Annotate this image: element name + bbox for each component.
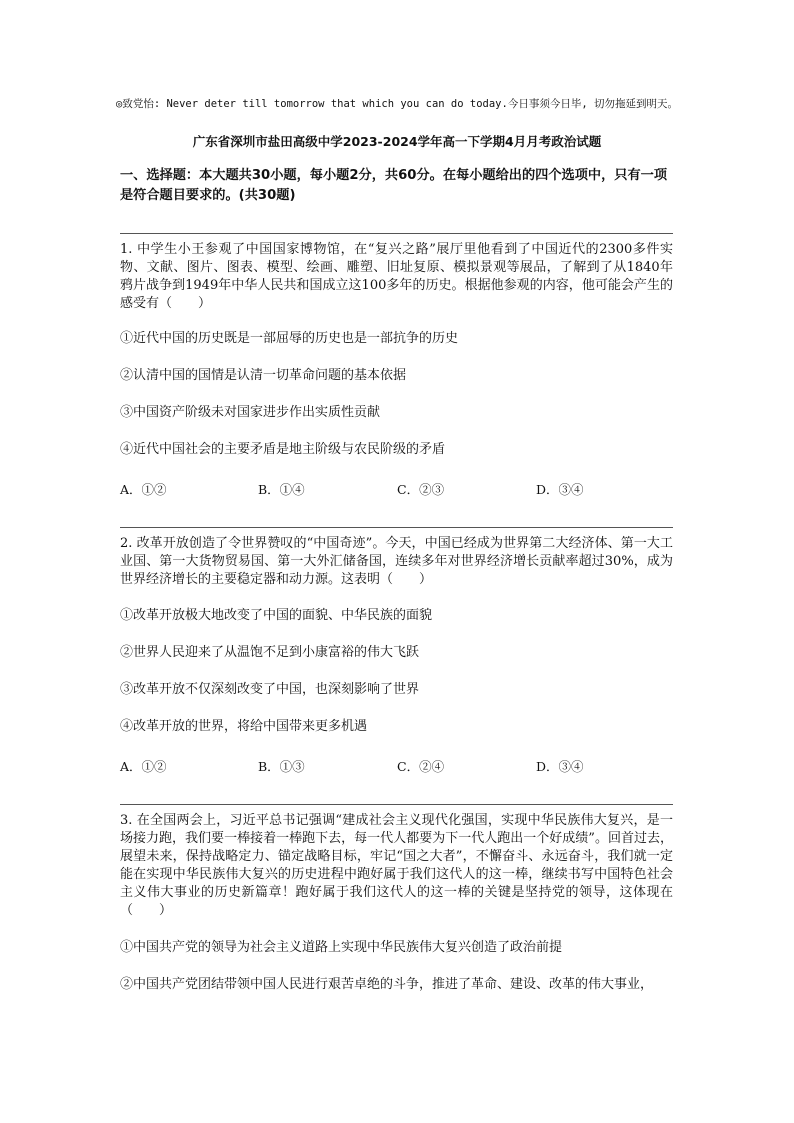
section-heading: 一、选择题：本大题共30小题，每小题2分，共60分。在每小题给出的四个选项中，只有一项是符合题目要求的。(共30题) [120,168,668,203]
question-1-choice-d: D．③④ [536,482,584,497]
question-3-option-2: ②中国共产党团结带领中国人民进行艰苦卓绝的斗争，推进了革命、建设、改革的伟大事业， [120,977,654,992]
question-2-choice-d: D．③④ [536,759,584,774]
question-1-option-1: ①近代中国的历史既是一部屈辱的历史也是一部抗争的历史 [120,331,459,346]
question-2-choice-a: A．①② [120,759,167,774]
question-2-option-4: ④改革开放的世界，将给中国带来更多机遇 [120,719,368,734]
question-2-option-1: ①改革开放极大地改变了中国的面貌、中华民族的面貌 [120,608,433,623]
question-3-stem: 3. 在全国两会上，习近平总书记强调“建成社会主义现代化强国，实现中华民族伟大复兴，是一场接力跑，我们要一棒接着一棒跑下去，每一代人都要为下一代人跑出一个好成绩”。回首过去，展望未来，保持战略定力、锚定战略目标，牢记“国之大者”，不懈奋斗、永远奋斗，我们就一定能在实现中华民族伟大复兴的历史进程中跑好属于我们这代人的这一棒，继续书写中国特色社会主义伟大事业的历史新篇章！跑好属于我们这代人的这一棒的关键是坚持党的领导，这体现在（ ） [120,813,673,918]
question-1-option-2: ②认清中国的国情是认清一切革命问题的基本依据 [120,368,407,383]
motto-line: ◎致党怡: Never deter till tomorrow that which you can do today.今日事须今日毕, 切勿拖延到明天。 [116,98,678,110]
page-title: 广东省深圳市盐田高级中学2023-2024学年高一下学期4月月考政治试题 [192,134,602,149]
question-1-choice-c: C．②③ [397,482,445,497]
question-1-option-3: ③中国资产阶级未对国家进步作出实质性贡献 [120,405,381,420]
question-divider [120,233,673,234]
question-2-choice-c: C．②④ [397,759,445,774]
question-divider [120,527,673,528]
question-1-choice-a: A．①② [120,482,167,497]
question-1-choice-b: B．①④ [258,482,305,497]
question-2-option-2: ②世界人民迎来了从温饱不足到小康富裕的伟大飞跃 [120,645,420,660]
question-3-option-1: ①中国共产党的领导为社会主义道路上实现中华民族伟大复兴创造了政治前提 [120,940,563,955]
question-divider [120,804,673,805]
question-2-stem: 2. 改革开放创造了令世界赞叹的“中国奇迹”。今天，中国已经成为世界第二大经济体、第一大工业国、第一大货物贸易国、第一大外汇储备国，连续多年对世界经济增长贡献率超过30%，成为世界经济增长的主要稳定器和动力源。这表明（ ） [120,536,673,587]
question-1-choices [120,480,680,498]
question-2-choice-b: B．①③ [258,759,305,774]
question-2-choices [120,757,680,775]
question-2-option-3: ③改革开放不仅深刻改变了中国，也深刻影响了世界 [120,682,420,697]
question-1-option-4: ④近代中国社会的主要矛盾是地主阶级与农民阶级的矛盾 [120,442,446,457]
question-1-stem: 1. 中学生小王参观了中国国家博物馆，在“复兴之路”展厅里他看到了中国近代的2300多件实物、文献、图片、图表、模型、绘画、雕塑、旧址复原、模拟景观等展品，了解到了从1840年鸦片战争到1949年中华人民共和国成立这100多年的历史。根据他参观的内容，他可能会产生的感受有（ ） [120,242,673,311]
